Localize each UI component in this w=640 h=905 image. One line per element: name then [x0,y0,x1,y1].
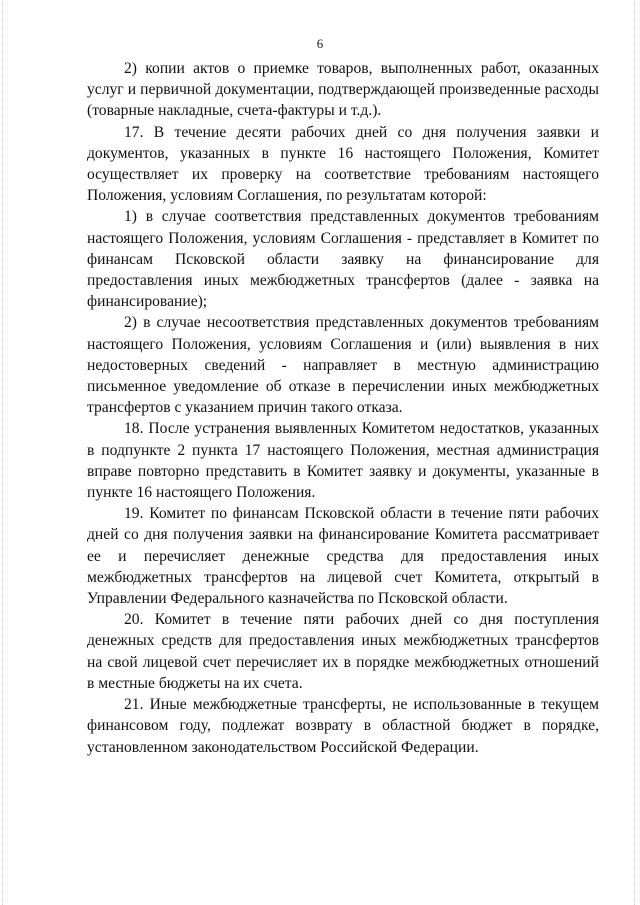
document-body [87,58,599,758]
paragraph-21: 21. Иные межбюджетные трансферты, не использованные в текущем финансовом году, подлежат возврату в областной бюджет в порядке, установленном законодательством Российской Федерации. [87,696,599,756]
paragraph-18: 18. После устранения выявленных Комитетом недостатков, указанных в подпункте 2 пункта 17 настоящего Положения, местная администрация вправе повторно представить в Комитет заявку и документы, указанные в пункте 16 настоящего Положения. [87,420,599,502]
paragraph-17: 17. В течение десяти рабочих дней со дня получения заявки и документов, указанных в пункте 16 настоящего Положения, Комитет осуществляет их проверку на соответствие требованиям настоящего Положения, условиям Соглашения, по результатам которой: [87,123,599,205]
paragraph-20: 20. Комитет в течение пяти рабочих дней со дня поступления денежных средств для предоставления иных межбюджетных трансфертов на свой лицевой счет перечисляет их в порядке межбюджетных отношений в местные бюджеты на их счета. [87,611,599,692]
paragraph-17-subitem-2: 2) в случае несоответствия представленных документов требованиям настоящего Положения, условиям Соглашения и (или) выявления в них недостоверных сведений - направляет в местную администрацию письменное уведомление об отказе в перечислении иных межбюджетных трансфертов с указанием причин такого отказа. [87,314,599,417]
paragraph-19: 19. Комитет по финансам Псковской области в течение пяти рабочих дней со дня получения заявки на финансирование Комитета рассматривает ее и перечисляет денежные средства для предоставления иных межбюджетных трансфертов на лицевой счет Комитета, открытый в Управлении Федерального казначейства по Псковской области. [87,505,599,608]
page-number: 6 [316,36,324,51]
scan-edge-right [634,0,636,905]
paragraph-2-copies-of-acts: 2) копии актов о приемке товаров, выполненных работ, оказанных услуг и первичной документации, подтверждающей произведенные расходы (товарные накладные, счета-фактуры и т.д.). [87,60,599,120]
paragraph-17-subitem-1: 1) в случае соответствия представленных документов требованиям настоящего Положения, условиям Соглашения - представляет в Комитет по финансам Псковской области заявку на финансирование для предоставления иных межбюджетных трансфертов (далее - заявка на финансирование); [87,208,599,311]
scan-edge-left [2,0,4,905]
